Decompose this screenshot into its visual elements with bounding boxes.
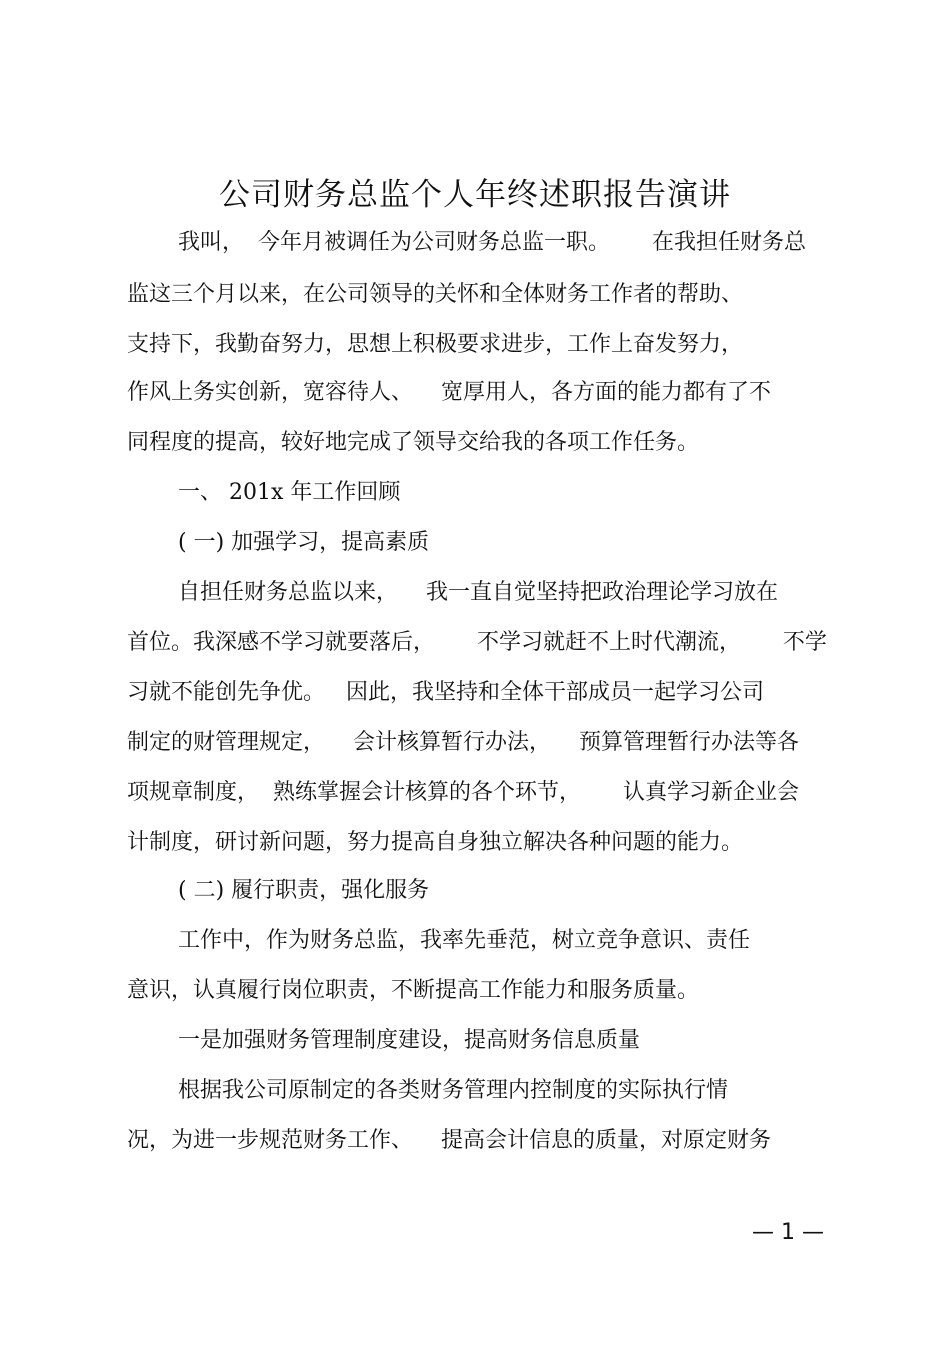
section-heading: 一、 201x 年工作回顾 [178, 480, 401, 505]
paragraph-line: 意识，认真履行岗位职责，不断提高工作能力和服务质量。 [127, 978, 700, 1003]
paragraph-line: 我叫， 今年月被调任为公司财务总监一职。 在我担任财务总 [178, 230, 806, 255]
subsection-heading: ( 一) 加强学习，提高素质 [178, 530, 430, 555]
paragraph-line: 习就不能创先争优。 因此，我坚持和全体干部成员一起学习公司 [127, 680, 764, 705]
document-title: 公司财务总监个人年终述职报告演讲 [219, 177, 731, 213]
paragraph-line: 支持下，我勤奋努力，思想上积极要求进步，工作上奋发努力， [127, 332, 744, 357]
page-number: — 1 — [752, 1220, 824, 1245]
paragraph-line: 工作中，作为财务总监，我率先垂范，树立竞争意识、责任 [178, 928, 751, 953]
paragraph-line: 根据我公司原制定的各类财务管理内控制度的实际执行情 [178, 1078, 729, 1103]
paragraph-line: 监这三个月以来，在公司领导的关怀和全体财务工作者的帮助、 [127, 282, 744, 307]
paragraph-line: 项规章制度， 熟练掌握会计核算的各个环节， 认真学习新企业会 [127, 780, 799, 805]
paragraph-line: 计制度，研讨新问题，努力提高自身独立解决各种问题的能力。 [127, 830, 744, 855]
paragraph-line: 一是加强财务管理制度建设，提高财务信息质量 [178, 1028, 641, 1053]
paragraph-line: 作风上务实创新，宽容待人、 宽厚用人，各方面的能力都有了不 [127, 380, 771, 405]
paragraph-line: 同程度的提高，较好地完成了领导交给我的各项工作任务。 [127, 430, 700, 455]
paragraph-line: 自担任财务总监以来， 我一直自觉坚持把政治理论学习放在 [178, 580, 778, 605]
paragraph-line: 首位。我深感不学习就要落后， 不学习就赶不上时代潮流， 不学 [127, 630, 827, 655]
paragraph-line: 况，为进一步规范财务工作、 提高会计信息的质量，对原定财务 [127, 1128, 771, 1153]
paragraph-line: 制定的财管理规定， 会计核算暂行办法， 预算管理暂行办法等各 [127, 730, 799, 755]
subsection-heading: ( 二) 履行职责，强化服务 [178, 878, 430, 903]
